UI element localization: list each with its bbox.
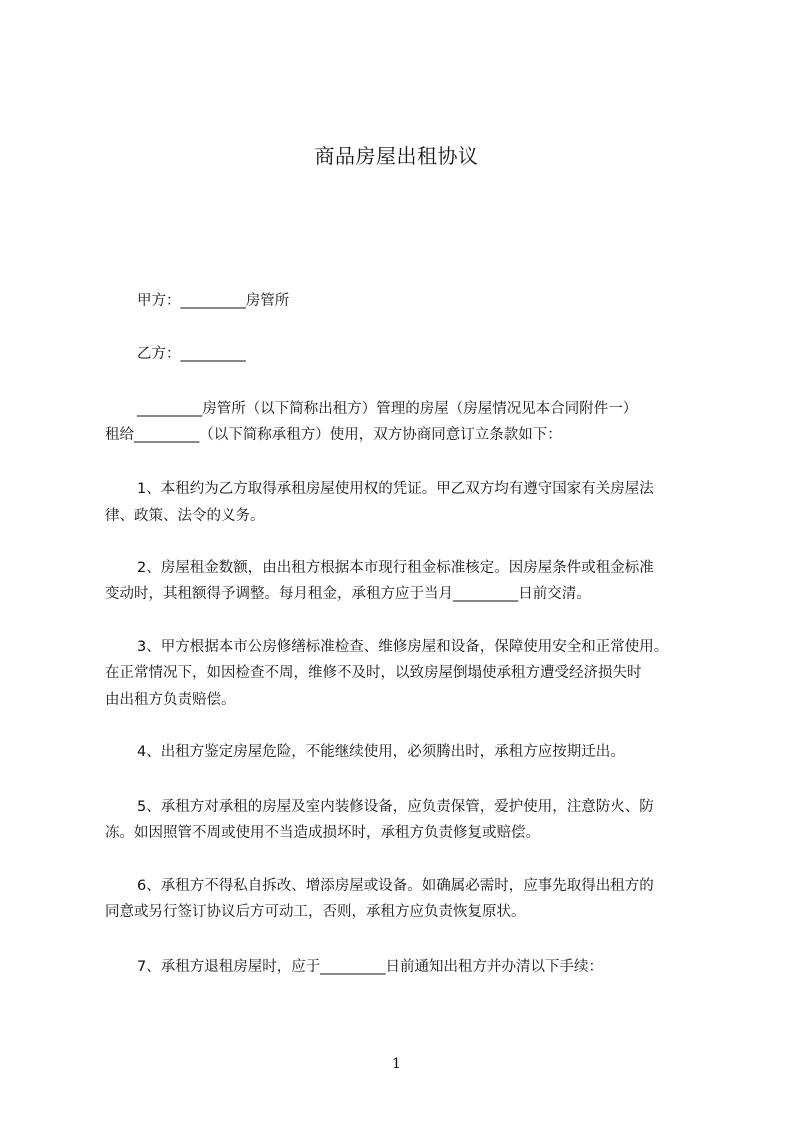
intro-line-2: 租给_________（以下简称承租方）使用，双方协商同意订立条款如下： (105, 427, 562, 443)
page-number: 1 (392, 1056, 401, 1072)
clause-1-line-1: 1、本租约为乙方取得承租房屋使用权的凭证。甲乙双方均有遵守国家有关房屋法 (137, 481, 654, 497)
party-b-line: 乙方：_________ (137, 346, 246, 362)
clause-5-line-1: 5、承租方对承租的房屋及室内装修设备，应负责保管，爱护使用，注意防火、防 (137, 799, 654, 815)
clause-2-line-1: 2、房屋租金数额，由出租方根据本市现行租金标准核定。因房屋条件或租金标准 (137, 560, 654, 576)
document-title: 商品房屋出租协议 (314, 144, 479, 168)
party-a-line: 甲方：_________房管所 (137, 293, 290, 309)
clause-2-line-2: 变动时，其租额得予调整。每月租金，承租方应于当月_________日前交清。 (105, 586, 591, 602)
clause-1-line-2: 律、政策、法令的义务。 (105, 508, 265, 524)
intro-line-1: _________房管所（以下简称出租方）管理的房屋（房屋情况见本合同附件一） (137, 401, 638, 417)
clause-7-line-1: 7、承租方退租房屋时，应于_________日前通知出租方并办清以下手续： (137, 959, 603, 975)
clause-3-line-3: 由出租方负责赔偿。 (105, 692, 236, 708)
clause-6-line-2: 同意或另行签订协议后方可动工，否则，承租方应负责恢复原状。 (105, 904, 526, 920)
clause-3-line-1: 3、甲方根据本市公房修缮标准检查、维修房屋和设备，保障使用安全和正常使用。 (137, 639, 669, 655)
clause-5-line-2: 冻。如因照管不周或使用不当造成损坏时，承租方负责修复或赔偿。 (105, 825, 540, 841)
clause-6-line-1: 6、承租方不得私自拆改、增添房屋或设备。如确属必需时，应事先取得出租方的 (137, 878, 654, 894)
clause-4-line-1: 4、出租方鉴定房屋危险，不能继续使用，必须腾出时，承租方应按期迁出。 (137, 744, 625, 760)
clause-3-line-2: 在正常情况下，如因检查不周，维修不及时，以致房屋倒塌使承租方遭受经济损失时 (105, 665, 642, 681)
